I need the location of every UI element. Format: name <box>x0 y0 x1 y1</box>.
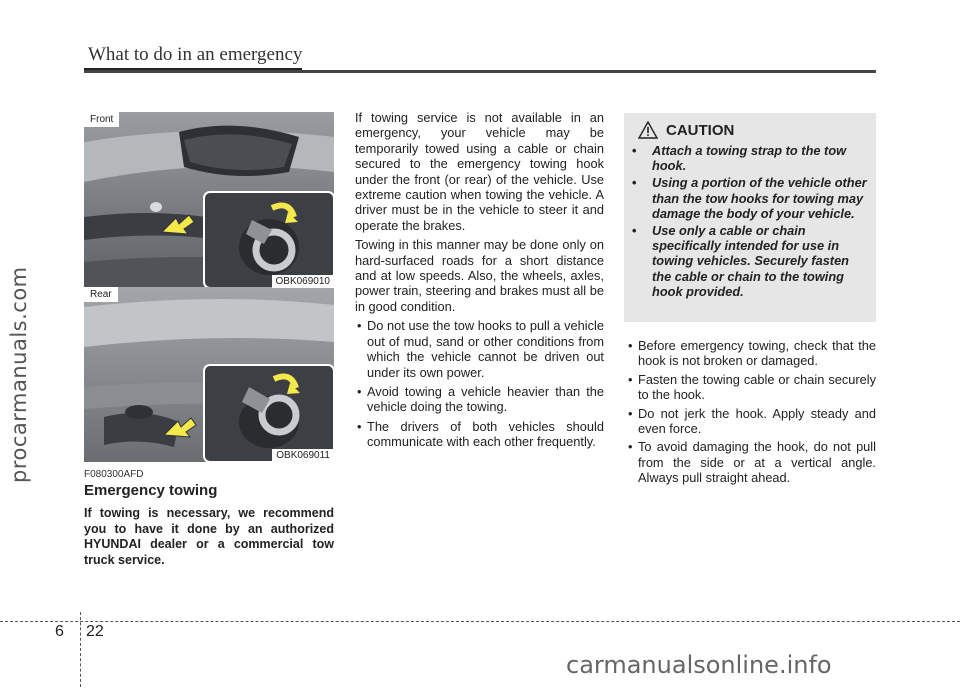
side-watermark: procarmanuals.com <box>7 266 31 484</box>
instruction-paragraph: Towing in this manner may be done only on hard-surfaced roads for a short distance and at low speeds. Also, the wheels, axles, power train, steering and brakes must all be in good condition. <box>355 237 604 314</box>
front-tow-hook-figure <box>84 112 334 288</box>
list-item: • Do not use the tow hooks to pull a vehicle out of mud, sand or other conditions from which the vehicle cannot be driven out under its own power. <box>355 318 604 380</box>
list-item: • Before emergency towing, check that the hook is not broken or damaged. <box>626 338 876 369</box>
front-figure-label: Front <box>84 112 119 127</box>
caution-box <box>624 113 876 322</box>
list-item: • Using a portion of the vehicle other than the tow hooks for towing may damage the body of your vehicle. <box>630 175 868 221</box>
list-item: • Use only a cable or chain specifically intended for use in towing vehicles. Securely fasten the cable or chain to the towing hook provided. <box>630 223 868 299</box>
front-figure-code: OBK069010 <box>272 275 335 288</box>
rear-figure-label: Rear <box>84 287 118 302</box>
footer-rule <box>0 621 960 622</box>
header-rule <box>84 70 876 73</box>
instruction-paragraph: If towing service is not available in an emergency, your vehicle may be temporarily towed using a cable or chain secured to the emergency towing hook under the front (or rear) of the vehicle. Use extreme caution when towing the vehicle. A driver must be in the vehicle to steer it and operate the brakes. <box>355 110 604 233</box>
towing-bullet-list <box>355 318 604 449</box>
list-item: • To avoid damaging the hook, do not pull from the side or at a vertical angle. Always pull straight ahead. <box>626 439 876 485</box>
caution-title: CAUTION <box>666 121 735 139</box>
section-heading: Emergency towing <box>84 482 218 499</box>
caution-list <box>630 143 868 299</box>
list-item: • Do not jerk the hook. Apply steady and even force. <box>626 406 876 437</box>
front-bumper-illustration <box>84 112 334 288</box>
rear-bumper-illustration <box>84 287 334 462</box>
footer-divider <box>80 612 81 687</box>
list-item: • The drivers of both vehicles should communicate with each other frequently. <box>355 419 604 450</box>
page-number: 22 <box>86 623 104 640</box>
section-intro: If towing is necessary, we recommend you to have it done by an authorized HYUNDAI dealer or a commercial tow truck service. <box>84 506 334 567</box>
towing-instructions <box>355 110 604 454</box>
caution-header <box>638 121 868 139</box>
rear-tow-hook-figure <box>84 287 334 462</box>
bottom-watermark: carmanualsonline.info <box>566 651 832 679</box>
list-item: • Avoid towing a vehicle heavier than the vehicle doing the towing. <box>355 384 604 415</box>
page-header-title: What to do in an emergency <box>88 44 303 65</box>
rear-figure-code: OBK069011 <box>272 449 334 462</box>
warning-triangle-icon <box>638 121 658 139</box>
list-item: • Fasten the towing cable or chain securely to the hook. <box>626 372 876 403</box>
hook-bullet-list <box>626 338 876 489</box>
section-code: F080300AFD <box>84 469 144 480</box>
chapter-number: 6 <box>55 623 64 640</box>
list-item: • Attach a towing strap to the tow hook. <box>630 143 868 173</box>
